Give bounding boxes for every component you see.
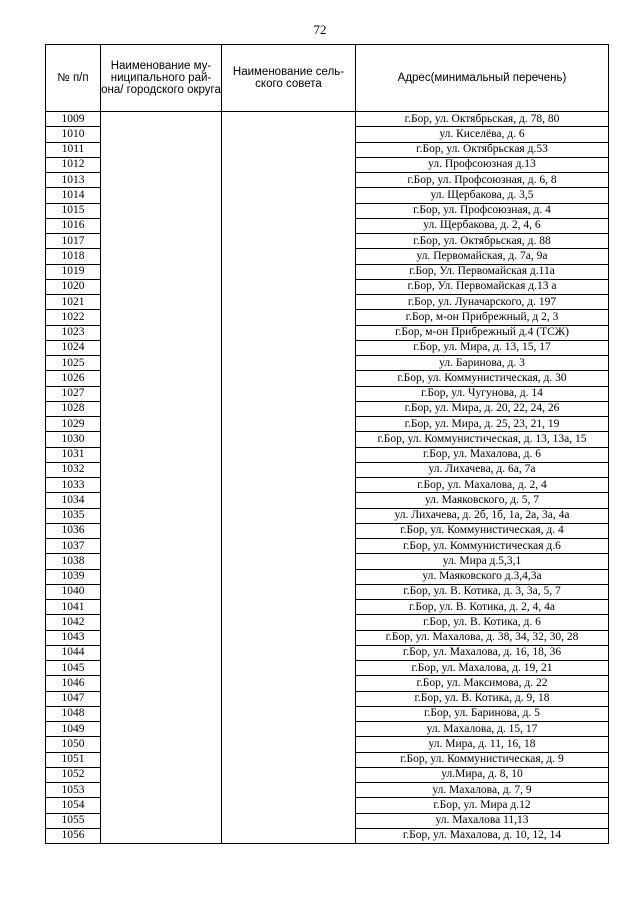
row-number: 1050 — [46, 737, 101, 752]
row-council — [222, 722, 356, 737]
row-district — [101, 569, 222, 584]
table-row — [46, 630, 609, 645]
row-district — [101, 417, 222, 432]
table-row — [46, 432, 609, 447]
row-district — [101, 112, 222, 127]
row-district — [101, 813, 222, 828]
row-district — [101, 584, 222, 599]
row-council — [222, 508, 356, 523]
table-row — [46, 340, 609, 355]
row-district — [101, 722, 222, 737]
row-number: 1027 — [46, 386, 101, 401]
row-district — [101, 645, 222, 660]
row-district — [101, 142, 222, 157]
row-number: 1022 — [46, 310, 101, 325]
row-district — [101, 295, 222, 310]
row-number: 1010 — [46, 127, 101, 142]
row-district — [101, 325, 222, 340]
row-number: 1038 — [46, 554, 101, 569]
row-address: г.Бор, ул. Махалова, д. 19, 21 — [356, 661, 609, 676]
row-address: г.Бор, ул. Махалова, д. 10, 12, 14 — [356, 828, 609, 843]
row-district — [101, 249, 222, 264]
row-address: ул. Лихачева, д. 2б, 1б, 1а, 2а, 3а, 4а — [356, 508, 609, 523]
row-address: г.Бор, ул. Махалова, д. 6 — [356, 447, 609, 462]
row-number: 1019 — [46, 264, 101, 279]
table-row — [46, 462, 609, 477]
row-number: 1042 — [46, 615, 101, 630]
table-row — [46, 676, 609, 691]
row-address: г.Бор, ул. Профсоюзная, д. 4 — [356, 203, 609, 218]
row-council — [222, 371, 356, 386]
row-address: г.Бор, ул. Луначарского, д. 197 — [356, 295, 609, 310]
row-district — [101, 676, 222, 691]
table-body — [46, 112, 609, 844]
row-address: ул. Махалова 11,13 — [356, 813, 609, 828]
row-address: г.Бор, м-он Прибрежный, д 2, 3 — [356, 310, 609, 325]
row-council — [222, 417, 356, 432]
row-number: 1011 — [46, 142, 101, 157]
row-number: 1055 — [46, 813, 101, 828]
table-row — [46, 554, 609, 569]
row-address: г.Бор, ул. Махалова, д. 38, 34, 32, 30, 28 — [356, 630, 609, 645]
table-row — [46, 615, 609, 630]
table-row — [46, 142, 609, 157]
row-number: 1053 — [46, 783, 101, 798]
table-row — [46, 157, 609, 172]
row-address: ул. Махалова, д. 15, 17 — [356, 722, 609, 737]
row-district — [101, 279, 222, 294]
row-council — [222, 432, 356, 447]
row-council — [222, 127, 356, 142]
row-address: г.Бор, ул. Мира, д. 20, 22, 24, 26 — [356, 401, 609, 416]
row-district — [101, 203, 222, 218]
row-council — [222, 447, 356, 462]
row-address: ул. Мира д.5,3,1 — [356, 554, 609, 569]
row-council — [222, 569, 356, 584]
row-council — [222, 554, 356, 569]
row-number: 1015 — [46, 203, 101, 218]
row-council — [222, 539, 356, 554]
row-number: 1033 — [46, 478, 101, 493]
row-number: 1048 — [46, 706, 101, 721]
row-district — [101, 310, 222, 325]
row-number: 1029 — [46, 417, 101, 432]
row-number: 1045 — [46, 661, 101, 676]
row-district — [101, 828, 222, 843]
row-district — [101, 478, 222, 493]
row-district — [101, 737, 222, 752]
row-address: ул. Лихачева, д. 6а, 7а — [356, 462, 609, 477]
row-district — [101, 767, 222, 782]
row-council — [222, 615, 356, 630]
row-council — [222, 112, 356, 127]
row-address: г.Бор, ул. В. Котика, д. 9, 18 — [356, 691, 609, 706]
row-address: г.Бор, ул. Чугунова, д. 14 — [356, 386, 609, 401]
row-district — [101, 432, 222, 447]
row-number: 1020 — [46, 279, 101, 294]
row-number: 1054 — [46, 798, 101, 813]
row-council — [222, 661, 356, 676]
row-number: 1024 — [46, 340, 101, 355]
row-number: 1028 — [46, 401, 101, 416]
row-number: 1032 — [46, 462, 101, 477]
table-header-row — [46, 45, 609, 112]
table-row — [46, 218, 609, 233]
row-council — [222, 798, 356, 813]
row-number: 1023 — [46, 325, 101, 340]
row-address: г.Бор, ул. Махалова, д. 2, 4 — [356, 478, 609, 493]
row-address: г.Бор, ул. В. Котика, д. 6 — [356, 615, 609, 630]
row-council — [222, 767, 356, 782]
table-row — [46, 493, 609, 508]
row-council — [222, 645, 356, 660]
row-address: г.Бор, ул. Максимова, д. 22 — [356, 676, 609, 691]
table-row — [46, 127, 609, 142]
table-row — [46, 401, 609, 416]
table-row — [46, 310, 609, 325]
table-row — [46, 203, 609, 218]
table-row — [46, 645, 609, 660]
table-row — [46, 737, 609, 752]
row-address: г.Бор, ул. Октябрьская, д. 88 — [356, 234, 609, 249]
row-address: г.Бор, ул. Октябрьская, д. 78, 80 — [356, 112, 609, 127]
row-council — [222, 600, 356, 615]
row-address: г.Бор, Ул. Первомайская д.11а — [356, 264, 609, 279]
row-council — [222, 234, 356, 249]
row-council — [222, 218, 356, 233]
table-row — [46, 569, 609, 584]
row-address: г.Бор, ул. Коммунистическая, д. 30 — [356, 371, 609, 386]
row-council — [222, 828, 356, 843]
row-number: 1009 — [46, 112, 101, 127]
row-address: г.Бор, ул. Мира, д. 25, 23, 21, 19 — [356, 417, 609, 432]
row-number: 1044 — [46, 645, 101, 660]
address-table — [45, 44, 609, 844]
row-address: г.Бор, ул. Махалова, д. 16, 18, 36 — [356, 645, 609, 660]
row-district — [101, 234, 222, 249]
row-address: ул. Профсоюзная д.13 — [356, 157, 609, 172]
row-address: ул. Баринова, д. 3 — [356, 356, 609, 371]
row-address: ул. Первомайская, д. 7а, 9а — [356, 249, 609, 264]
table-row — [46, 371, 609, 386]
row-address: ул. Махалова, д. 7, 9 — [356, 783, 609, 798]
table-row — [46, 600, 609, 615]
row-district — [101, 493, 222, 508]
table-row — [46, 798, 609, 813]
table-row — [46, 188, 609, 203]
header-number: № п/п — [46, 45, 101, 112]
row-address: ул. Щербакова, д. 3,5 — [356, 188, 609, 203]
row-address: ул. Мира, д. 11, 16, 18 — [356, 737, 609, 752]
row-number: 1012 — [46, 157, 101, 172]
row-number: 1043 — [46, 630, 101, 645]
row-district — [101, 783, 222, 798]
row-address: ул. Щербакова, д. 2, 4, 6 — [356, 218, 609, 233]
table-row — [46, 112, 609, 127]
row-number: 1017 — [46, 234, 101, 249]
row-number: 1036 — [46, 523, 101, 538]
row-district — [101, 356, 222, 371]
row-district — [101, 630, 222, 645]
row-district — [101, 386, 222, 401]
row-council — [222, 264, 356, 279]
row-address: г.Бор, ул. Баринова, д. 5 — [356, 706, 609, 721]
page-number: 72 — [313, 22, 327, 37]
table-row — [46, 523, 609, 538]
table-row — [46, 508, 609, 523]
table-row — [46, 661, 609, 676]
row-number: 1049 — [46, 722, 101, 737]
row-address: г.Бор, ул. Мира д.12 — [356, 798, 609, 813]
row-district — [101, 539, 222, 554]
row-number: 1025 — [46, 356, 101, 371]
row-address: г.Бор, м-он Прибрежный д.4 (ТСЖ) — [356, 325, 609, 340]
row-district — [101, 173, 222, 188]
row-number: 1030 — [46, 432, 101, 447]
row-address: г.Бор, ул. Мира, д. 13, 15, 17 — [356, 340, 609, 355]
row-council — [222, 310, 356, 325]
table-row — [46, 584, 609, 599]
row-number: 1040 — [46, 584, 101, 599]
table-row — [46, 264, 609, 279]
row-council — [222, 279, 356, 294]
row-council — [222, 584, 356, 599]
row-address: г.Бор, Ул. Первомайская д.13 а — [356, 279, 609, 294]
row-district — [101, 554, 222, 569]
row-number: 1046 — [46, 676, 101, 691]
row-number: 1051 — [46, 752, 101, 767]
table-row — [46, 279, 609, 294]
row-district — [101, 615, 222, 630]
row-address: г.Бор, ул. Профсоюзная, д. 6, 8 — [356, 173, 609, 188]
table-row — [46, 295, 609, 310]
row-number: 1031 — [46, 447, 101, 462]
table-row — [46, 478, 609, 493]
table-row — [46, 813, 609, 828]
row-district — [101, 661, 222, 676]
row-address: г.Бор, ул. Коммунистическая, д. 13, 13а, 15 — [356, 432, 609, 447]
table-row — [46, 539, 609, 554]
table-row — [46, 417, 609, 432]
row-number: 1037 — [46, 539, 101, 554]
row-address: г.Бор, ул. Октябрьская д.53 — [356, 142, 609, 157]
table-row — [46, 447, 609, 462]
row-address: ул. Маяковского, д. 5, 7 — [356, 493, 609, 508]
table-row — [46, 234, 609, 249]
row-number: 1014 — [46, 188, 101, 203]
row-council — [222, 157, 356, 172]
row-council — [222, 462, 356, 477]
header-district: Наименование му-ниципального рай-она/ городского округа — [101, 45, 222, 112]
row-number: 1034 — [46, 493, 101, 508]
table-row — [46, 828, 609, 843]
row-council — [222, 340, 356, 355]
row-district — [101, 462, 222, 477]
table-row — [46, 752, 609, 767]
table-row — [46, 356, 609, 371]
row-address: г.Бор, ул. В. Котика, д. 2, 4, 4а — [356, 600, 609, 615]
row-council — [222, 523, 356, 538]
row-council — [222, 752, 356, 767]
row-district — [101, 706, 222, 721]
row-district — [101, 401, 222, 416]
row-council — [222, 249, 356, 264]
table-row — [46, 783, 609, 798]
row-district — [101, 188, 222, 203]
row-council — [222, 493, 356, 508]
row-address: г.Бор, ул. В. Котика, д. 3, 3а, 5, 7 — [356, 584, 609, 599]
row-district — [101, 798, 222, 813]
row-district — [101, 691, 222, 706]
row-council — [222, 356, 356, 371]
row-number: 1013 — [46, 173, 101, 188]
row-number: 1018 — [46, 249, 101, 264]
row-council — [222, 737, 356, 752]
row-address: г.Бор, ул. Коммунистическая, д. 9 — [356, 752, 609, 767]
table-row — [46, 249, 609, 264]
row-council — [222, 401, 356, 416]
row-council — [222, 325, 356, 340]
table-row — [46, 691, 609, 706]
row-number: 1047 — [46, 691, 101, 706]
row-council — [222, 706, 356, 721]
row-council — [222, 203, 356, 218]
row-district — [101, 508, 222, 523]
row-council — [222, 142, 356, 157]
row-district — [101, 371, 222, 386]
row-number: 1056 — [46, 828, 101, 843]
table-row — [46, 767, 609, 782]
table-row — [46, 706, 609, 721]
row-address: г.Бор, ул. Коммунистическая д.6 — [356, 539, 609, 554]
row-council — [222, 783, 356, 798]
row-number: 1035 — [46, 508, 101, 523]
row-number: 1021 — [46, 295, 101, 310]
row-district — [101, 447, 222, 462]
row-number: 1016 — [46, 218, 101, 233]
row-district — [101, 523, 222, 538]
row-district — [101, 752, 222, 767]
row-number: 1041 — [46, 600, 101, 615]
row-district — [101, 157, 222, 172]
header-address: Адрес(минимальный перечень) — [356, 45, 609, 112]
row-address: г.Бор, ул. Коммунистическая, д. 4 — [356, 523, 609, 538]
row-council — [222, 188, 356, 203]
table-row — [46, 173, 609, 188]
row-number: 1026 — [46, 371, 101, 386]
row-council — [222, 386, 356, 401]
row-council — [222, 630, 356, 645]
row-district — [101, 218, 222, 233]
row-number: 1039 — [46, 569, 101, 584]
row-council — [222, 676, 356, 691]
row-council — [222, 478, 356, 493]
row-council — [222, 295, 356, 310]
row-district — [101, 600, 222, 615]
table-row — [46, 722, 609, 737]
row-council — [222, 173, 356, 188]
row-district — [101, 264, 222, 279]
row-council — [222, 813, 356, 828]
row-council — [222, 691, 356, 706]
row-district — [101, 340, 222, 355]
row-address: ул.Мира, д. 8, 10 — [356, 767, 609, 782]
table-row — [46, 325, 609, 340]
header-council: Наименование сель-ского совета — [222, 45, 356, 112]
row-address: ул. Киселёва, д. 6 — [356, 127, 609, 142]
row-number: 1052 — [46, 767, 101, 782]
row-address: ул. Маяковского д.3,4,3а — [356, 569, 609, 584]
table-row — [46, 386, 609, 401]
row-district — [101, 127, 222, 142]
